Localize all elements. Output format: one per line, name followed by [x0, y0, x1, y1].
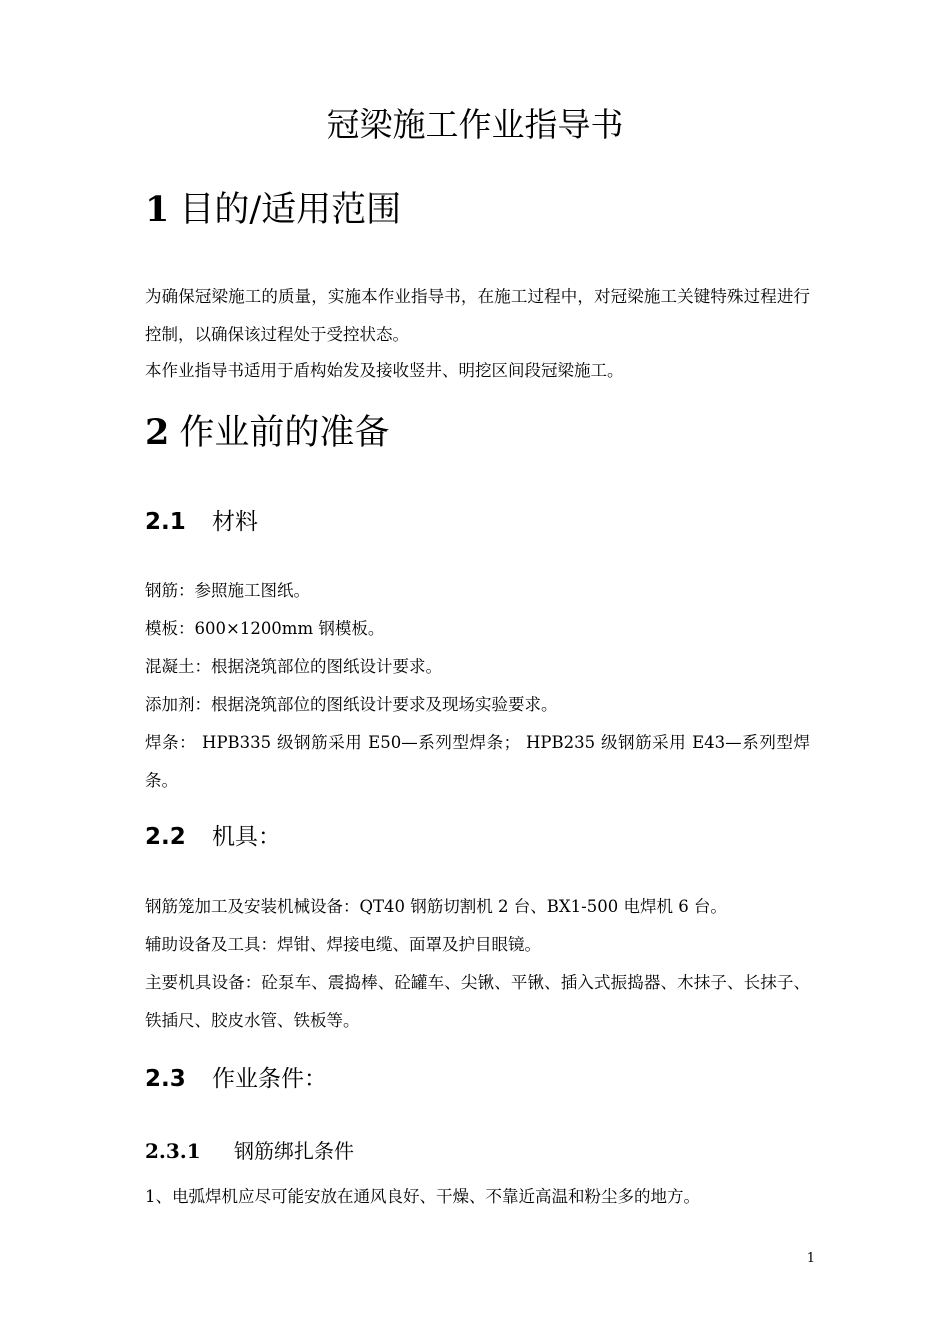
equipment-item-auxiliary: 辅助设备及工具：焊钳、焊接电缆、面罩及护目眼镜。	[145, 935, 541, 954]
section-2-3-heading	[145, 1062, 327, 1096]
section-2-heading	[145, 408, 389, 458]
document-title: 冠梁施工作业指导书	[326, 105, 624, 144]
materials-item-formwork: 模板：600×1200mm 钢模板。	[145, 619, 385, 638]
section-2-2-heading	[145, 820, 281, 854]
section-2-1-number: 2.1	[145, 509, 186, 535]
equipment-item-rebar-cage: 钢筋笼加工及安装机械设备：QT40 钢筋切割机 2 台、BX1-500 电焊机 6 台。	[145, 897, 727, 916]
section-1-paragraph-scope: 本作业指导书适用于盾构始发及接收竖井、明挖区间段冠梁施工。	[145, 361, 624, 380]
section-1-heading	[145, 185, 401, 235]
section-2-title: 作业前的准备	[179, 413, 390, 453]
materials-item-electrode: 焊条： HPB335 级钢筋采用 E50—系列型焊条； HPB235 级钢筋采用 E43—系列型焊条。	[145, 733, 810, 790]
equipment-item-main: 主要机具设备：砼泵车、震捣棒、砼罐车、尖锹、平锹、插入式振捣器、木抹子、长抹子、铁插尺、胶皮水管、铁板等。	[145, 973, 810, 1030]
section-2-3-1-heading	[145, 1136, 354, 1166]
section-2-1-title: 材料	[212, 509, 258, 535]
section-2-3-title: 作业条件：	[212, 1066, 327, 1092]
section-2-number: 2	[145, 412, 170, 453]
section-2-3-1-title: 钢筋绑扎条件	[234, 1139, 354, 1163]
section-1-number: 1	[145, 189, 170, 230]
section-2-2-number: 2.2	[145, 824, 186, 850]
section-2-3-1-number: 2.3.1	[145, 1139, 201, 1163]
rebar-binding-condition-1: 1、电弧焊机应尽可能安放在通风良好、干燥、不靠近高温和粉尘多的地方。	[145, 1187, 700, 1206]
materials-item-additive: 添加剂：根据浇筑部位的图纸设计要求及现场实验要求。	[145, 695, 558, 714]
section-2-3-number: 2.3	[145, 1066, 186, 1092]
section-2-2-title: 机具：	[212, 824, 281, 850]
section-1-title: 目的/适用范围	[179, 190, 402, 230]
materials-item-concrete: 混凝土：根据浇筑部位的图纸设计要求。	[145, 657, 442, 676]
materials-item-rebar: 钢筋：参照施工图纸。	[145, 581, 310, 600]
section-1-paragraph-purpose: 为确保冠梁施工的质量，实施本作业指导书，在施工过程中，对冠梁施工关键特殊过程进行控制，以确保该过程处于受控状态。	[145, 287, 810, 344]
page-number: 1	[806, 1251, 815, 1266]
section-2-1-heading	[145, 505, 258, 539]
